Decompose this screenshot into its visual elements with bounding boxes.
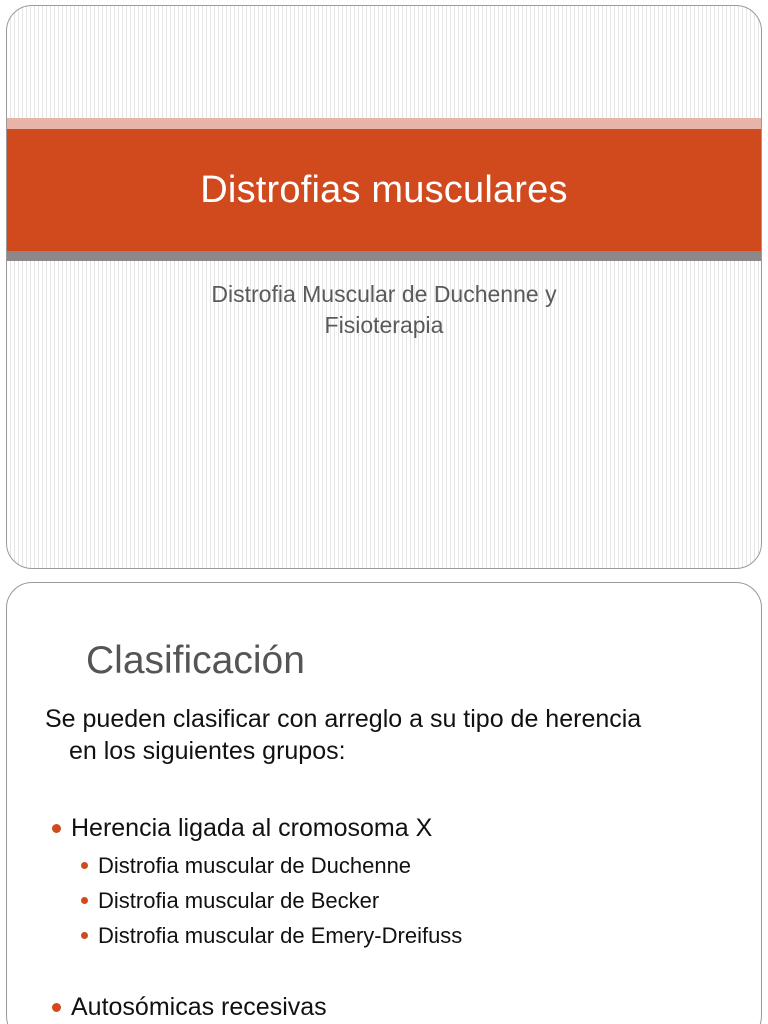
bullet-label: Autosómicas recesivas [71,993,327,1021]
intro-line-2: en los siguientes grupos: [69,737,346,765]
sub-bullet-label: Distrofia muscular de Duchenne [98,853,412,878]
classification-slide [6,582,762,1024]
bullet-label: Herencia ligada al cromosoma X [71,814,433,842]
subtitle-line-1: Distrofia Muscular de Duchenne y [211,281,557,307]
bullet-group-x-linked [51,814,432,843]
classification-intro [45,703,745,767]
sub-bullet-emery-dreifuss [80,923,462,949]
intro-line-1: Se pueden clasificar con arreglo a su tipo de herencia [45,705,642,733]
title-band-accent-bottom [7,251,761,261]
sub-bullet-becker [80,888,379,914]
bullet-dot-icon [52,824,61,833]
title-slide [6,5,762,569]
slide-subtitle [7,279,761,341]
sub-bullet-duchenne [80,853,411,879]
sub-bullet-dot-icon [81,897,88,904]
title-band-accent-top [7,118,761,129]
bullet-dot-icon [52,1003,61,1012]
slide-title: Distrofias musculares [200,168,568,211]
sub-bullet-label: Distrofia muscular de Becker [98,888,380,913]
title-band [7,129,761,251]
bullet-group-autosomal-recessive [51,993,327,1022]
sub-bullet-label: Distrofia muscular de Emery-Dreifuss [98,923,463,948]
classification-title: Clasificación [86,639,305,682]
sub-bullet-dot-icon [81,932,88,939]
sub-bullet-dot-icon [81,862,88,869]
subtitle-line-2: Fisioterapia [324,312,444,338]
